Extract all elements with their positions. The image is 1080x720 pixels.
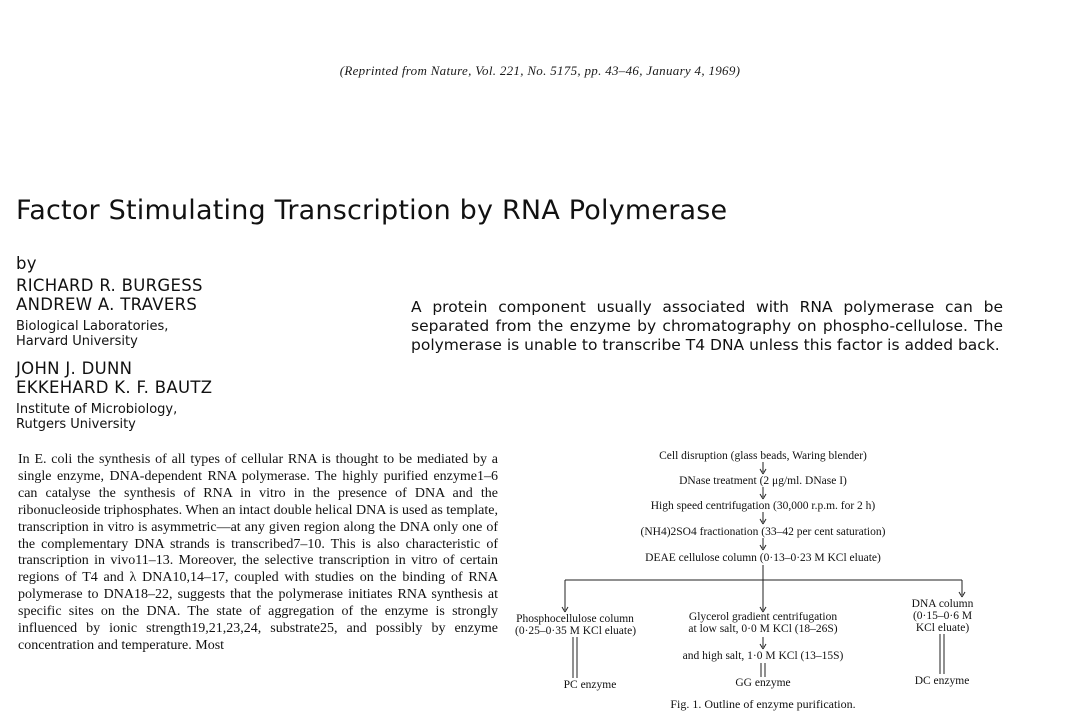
product-pc-enzyme: PC enzyme	[563, 679, 617, 691]
branch-left-line2: (0·25–0·35 M KCl eluate)	[515, 625, 637, 637]
flow-step-centrifugation: High speed centrifugation (30,000 r.p.m. for 2 h)	[650, 500, 876, 512]
flow-step-cell-disruption: Cell disruption (glass beads, Waring blender)	[659, 450, 867, 462]
affiliation-2-line1: Institute of Microbiology,	[16, 402, 178, 417]
by-label: by	[16, 254, 37, 273]
branch-center-line1: Glycerol gradient centrifugation	[688, 611, 838, 623]
flow-step-deae: DEAE cellulose column (0·13–0·23 M KCl eluate)	[645, 552, 881, 564]
affiliation-1-line2: Harvard University	[16, 334, 138, 349]
author-dunn: JOHN J. DUNN	[16, 359, 133, 378]
branch-center-line3: and high salt, 1·0 M KCl (13–15S)	[682, 650, 844, 662]
body-paragraph: In E. coli the synthesis of all types of cellular RNA is thought to be mediated by a single enzyme, DNA-dependent RNA polymerase. The highly purified enzyme1–6 can catalyse the synthesis of RNA in vitro in the presence of DNA and the ribonucleoside triphosphates. When an intact double helical DNA is used as template, transcription in vitro is asymmetric—at any given region along the DNA only one of the complementary DNA strands is transcribed7–10. This is also characteristic of transcription in vivo11–13. Moreover, the selective transcription in vitro of certain regions of T4 and λ DNA10,14–17, coupled with studies on the binding of RNA polymerase to DNA18–22, suggests that the polymerase initiates RNA synthesis at specific sites on the DNA. The state of aggregation of the enzyme is strongly influenced by ionic strength19,21,23,24, substrate25, and possibly by enzyme concentration and temperature. Most	[18, 452, 498, 653]
affiliation-2-line2: Rutgers University	[16, 417, 136, 432]
branch-right-line3: KCl eluate)	[915, 622, 970, 634]
branch-right-line1: DNA column	[911, 598, 974, 610]
author-bautz: EKKEHARD K. F. BAUTZ	[16, 378, 213, 397]
product-dc-enzyme: DC enzyme	[914, 675, 970, 687]
product-gg-enzyme: GG enzyme	[735, 677, 791, 689]
affiliation-1-line1: Biological Laboratories,	[16, 319, 169, 334]
branch-left-line1: Phosphocellulose column	[516, 613, 634, 625]
author-travers: ANDREW A. TRAVERS	[16, 295, 198, 314]
branch-center-line2: at low salt, 0·0 M KCl (18–26S)	[688, 623, 838, 635]
branch-right-line2: (0·15–0·6 M	[912, 610, 973, 622]
author-burgess: RICHARD R. BURGESS	[16, 276, 203, 295]
flow-step-dnase: DNase treatment (2 μg/ml. DNase I)	[679, 475, 847, 487]
reprint-line: (Reprinted from Nature, Vol. 221, No. 5175, pp. 43–46, January 4, 1969)	[339, 63, 741, 78]
article-title: Factor Stimulating Transcription by RNA Polymerase	[16, 195, 728, 226]
flow-step-fractionation: (NH4)2SO4 fractionation (33–42 per cent saturation)	[640, 526, 886, 538]
abstract: A protein component usually associated with RNA polymerase can be separated from the enzyme by chromatography on phospho-cellulose. The polymerase is unable to transcribe T4 DNA unless this factor is added back.	[411, 298, 1003, 354]
figure-caption: Fig. 1. Outline of enzyme purification.	[670, 697, 856, 711]
